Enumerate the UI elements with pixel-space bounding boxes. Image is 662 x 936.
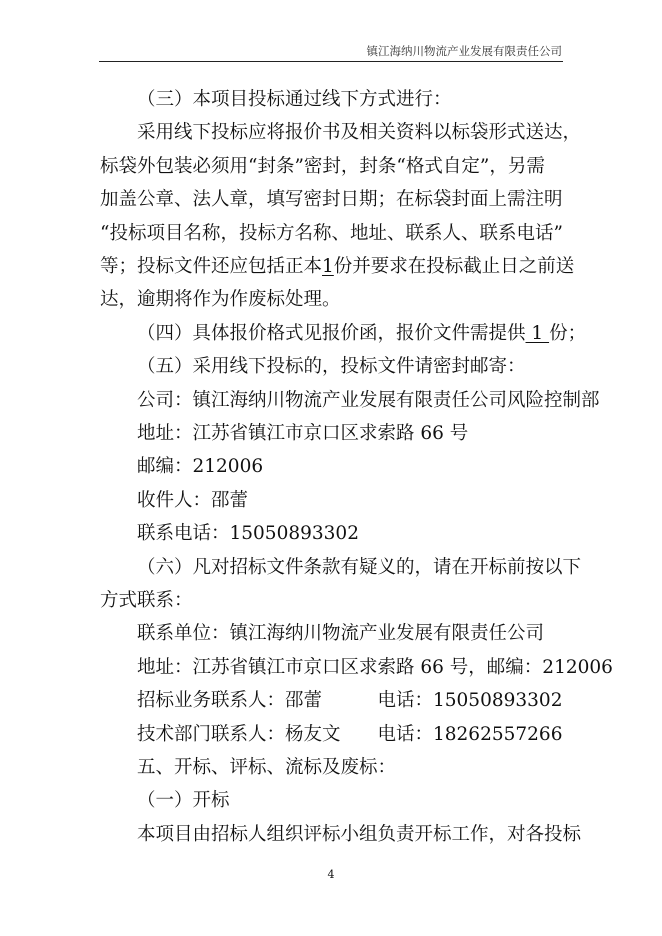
- paragraph-line: 方式联系：: [100, 590, 193, 611]
- paragraph-line: [137, 323, 586, 345]
- paragraph-line: 联系单位：镇江海纳川物流产业发展有限责任公司: [137, 623, 545, 645]
- paragraph-line: 收件人：邵蕾: [137, 489, 249, 511]
- paragraph-line: 本项目由招标人组织评标小组负责开标工作，对各投标: [137, 823, 582, 845]
- text-segment: 等；投标文件还应包括正本: [100, 256, 323, 277]
- paragraph-line: （六）凡对招标文件条款有疑义的，请在开标前按以下: [137, 556, 582, 578]
- paragraph-line: 达，逾期将作为作废标处理。: [100, 289, 341, 311]
- underlined-value: 1: [525, 322, 550, 344]
- underlined-value: 1: [322, 256, 334, 277]
- running-header: 镇江海纳川物流产业发展有限责任公司: [366, 44, 562, 58]
- text-segment: （四）具体报价格式见报价函，报价文件需提供: [137, 322, 526, 344]
- text-segment: 份；: [549, 322, 587, 344]
- paragraph-line: （五）采用线下投标的，投标文件请密封邮寄：: [137, 356, 526, 378]
- paragraph-line: 公司：镇江海纳川物流产业发展有限责任公司风险控制部: [137, 389, 600, 411]
- paragraph-line: 招标业务联系人：邵蕾 电话：15050893302: [137, 690, 563, 712]
- paragraph-line: 邮编：212006: [137, 456, 264, 478]
- paragraph-line: 标袋外包装必须用“封条”密封，封条“格式自定”，另需: [100, 155, 545, 177]
- paragraph-line: [100, 256, 574, 278]
- header-rule: [99, 61, 563, 62]
- text-segment: 份并要求在投标截止日之前送: [333, 256, 575, 277]
- paragraph-line: 技术部门联系人：杨友文 电话：18262557266: [137, 723, 563, 745]
- paragraph-line: （一）开标: [137, 790, 230, 812]
- paragraph-line: （三）本项目投标通过线下方式进行：: [137, 89, 452, 110]
- paragraph-line: 地址：江苏省镇江市京口区求索路 66 号: [137, 423, 469, 444]
- paragraph-line: “投标项目名称，投标方名称、地址、联系人、联系电话”: [100, 222, 563, 244]
- paragraph-line: 五、开标、评标、流标及废标：: [137, 757, 397, 778]
- paragraph-line: 地址：江苏省镇江市京口区求索路 66 号，邮编：212006: [137, 656, 613, 678]
- paragraph-line: 加盖公章、法人章，填写密封日期；在标袋封面上需注明: [100, 189, 563, 211]
- page-number: 4: [327, 868, 335, 881]
- paragraph-line: 联系电话：15050893302: [137, 523, 359, 545]
- paragraph-line: 采用线下投标应将报价书及相关资料以标袋形式送达，: [137, 122, 582, 144]
